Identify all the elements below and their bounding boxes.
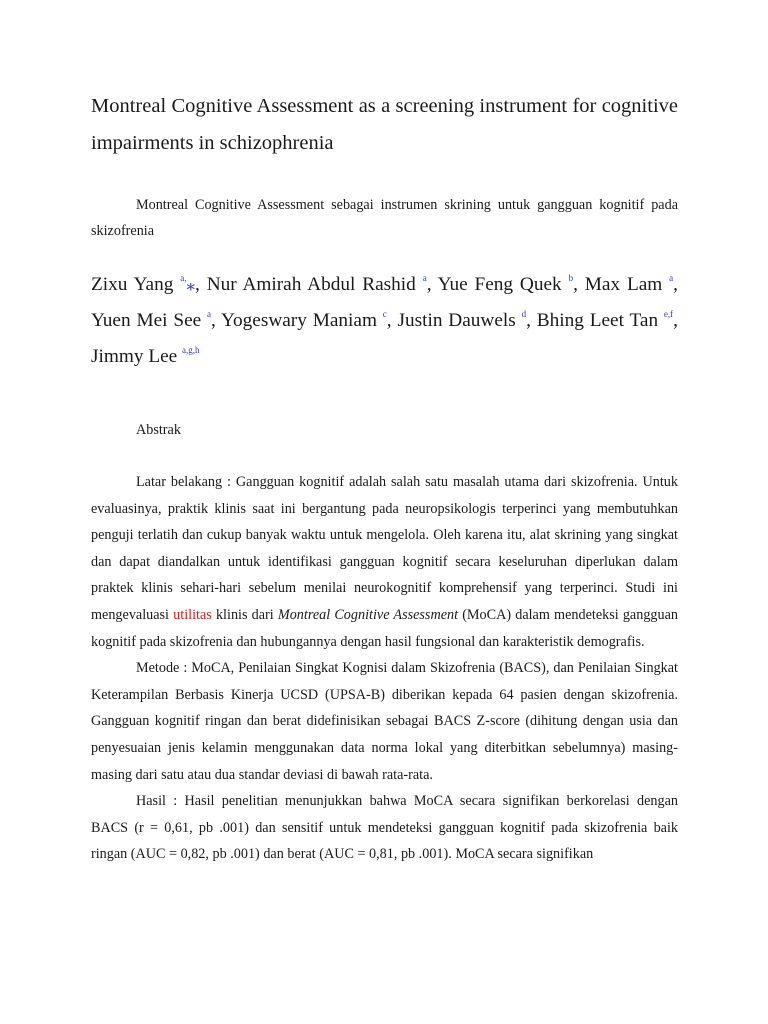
author — [397, 310, 526, 331]
author-affiliation: a — [207, 309, 212, 319]
author — [537, 310, 673, 331]
author-name: Yue Feng Quek — [437, 274, 569, 295]
author-name: Zixu Yang — [91, 274, 181, 295]
italic-term: Montreal Cognitive Assessment — [277, 606, 459, 623]
author-affiliation: d — [521, 309, 527, 319]
background-text-2: klinis dari — [211, 606, 278, 623]
author-affiliation: a — [422, 273, 427, 283]
author-name: Max Lam — [584, 274, 670, 295]
background-text-1: Latar belakang : Gangguan kognitif adalah salah satu masalah utama dari skizofrenia. Untuk evaluasinya, praktik klinis saat ini bergantung pada neuropsikologis terperinci yang membutuhkan penguji terlatih dan cukup banyak waktu untuk mengelola. Oleh karena itu, alat skrining yang singkat dan dapat diandalkan untuk identifikasi gangguan kognitif secara keseluruhan diperlukan dalam praktek klinis sehari-hari sebelum menilai neurokognitif komprehensif yang terperinci. Studi ini mengevaluasi — [91, 474, 678, 623]
abstract-results-paragraph: Hasil : Hasil penelitian menunjukkan bahwa MoCA secara signifikan berkorelasi dengan BACS (r = 0,61, pb .001) dan sensitif untuk mendeteksi gangguan kognitif pada skizofrenia baik ringan (AUC = 0,82, pb .001) dan berat (AUC = 0,81, pb .001). MoCA secara signifikan — [91, 793, 678, 863]
abstract-heading: Abstrak — [136, 422, 181, 438]
author-list — [91, 267, 678, 375]
author — [221, 310, 387, 331]
corresponding-author-mark: ⁎ — [186, 275, 196, 294]
author-name: Jimmy Lee — [91, 346, 183, 367]
author — [91, 274, 195, 295]
author-separator: , — [195, 274, 207, 295]
author-separator: , — [573, 274, 585, 295]
highlighted-word: utilitas — [173, 606, 212, 623]
author-separator: , — [426, 274, 438, 295]
author-name: Nur Amirah Abdul Rashid — [206, 274, 423, 295]
abstract-methods-paragraph: Metode : MoCA, Penilaian Singkat Kognisi dalam Skizofrenia (BACS), dan Penilaian Singkat Keterampilan Berbasis Kinerja UCSD (UPSA-B) diberikan kepada 64 pasien dengan skizofrenia. Gangguan kognitif ringan dan berat didefinisikan sebagai BACS Z-score (dihitung dengan usia dan penyesuaian jenis kelamin menggunakan data norma lokal yang diterbitkan sebelumnya) masing-masing dari satu atau dua standar deviasi di bawah rata-rata. — [91, 660, 678, 783]
paper-title: Montreal Cognitive Assessment as a screening instrument for cognitive impairments in schizophrenia — [91, 95, 678, 154]
author-affiliation: a — [669, 273, 674, 283]
author — [438, 274, 573, 295]
abstract-background-paragraph — [91, 469, 678, 655]
author-separator: , — [673, 274, 678, 295]
author-separator: , — [673, 310, 678, 331]
author-affiliation: c — [382, 309, 387, 319]
author-affiliation: e,f — [663, 309, 674, 319]
author-name: Bhing Leet Tan — [536, 310, 664, 331]
author-separator: , — [526, 310, 537, 331]
author — [91, 310, 211, 331]
author-affiliation: a, — [180, 273, 187, 283]
author-name: Yuen Mei See — [91, 310, 208, 331]
author — [207, 274, 427, 295]
author-name: Yogeswary Maniam — [220, 310, 383, 331]
author-separator: , — [386, 310, 398, 331]
author-affiliation: a,g,h — [182, 345, 200, 355]
background-text-3: (MoCA) dalam mendeteksi gangguan kognitif pada skizofrenia dan hubungannya dengan hasil fungsional dan karakteristik demografis. — [91, 606, 678, 650]
paper-subtitle: Montreal Cognitive Assessment sebagai instrumen skrining untuk gangguan kognitif pada skizofrenia — [91, 197, 678, 239]
author — [91, 346, 200, 367]
author-separator: , — [211, 310, 221, 331]
document-page — [91, 88, 678, 868]
author-affiliation: b — [568, 273, 574, 283]
author-name: Justin Dauwels — [397, 310, 522, 331]
author — [585, 274, 673, 295]
